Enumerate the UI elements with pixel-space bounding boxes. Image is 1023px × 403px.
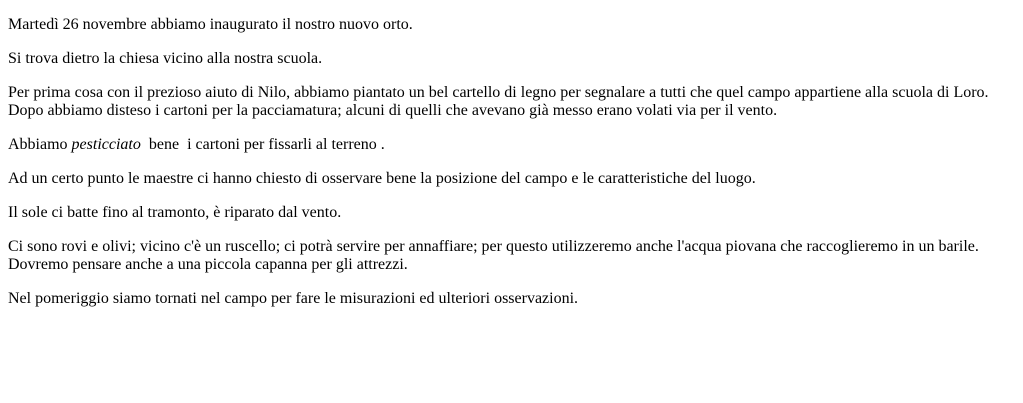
paragraph-features: Ci sono rovi e olivi; vicino c'è un ruscello; ci potrà servire per annaffiare; per questo utilizzeremo anche l'acqua piovana che raccoglieremo in un barile. Dovremo pensare anche a una piccola capanna per gli attrezzi.	[8, 238, 979, 273]
paragraph-trampling-end: bene i cartoni per fissarli al terreno .	[140, 136, 385, 153]
paragraph-location: Si trova dietro la chiesa vicino alla nostra scuola.	[8, 50, 323, 67]
paragraph-trampling	[8, 136, 1013, 154]
italic-word-pesticciato: pesticciato	[71, 136, 141, 153]
paragraph-sign-and-mulch: Per prima cosa con il prezioso aiuto di Nilo, abbiamo piantato un bel cartello di legno per segnalare a tutti che quel campo appartiene alla scuola di Loro. Dopo abbiamo disteso i cartoni per la pacciamatura; alcuni di quelli che avevano già messo erano volati via per il vento.	[8, 84, 989, 119]
paragraph-trampling-start: Abbiamo	[8, 136, 72, 153]
paragraph-afternoon: Nel pomeriggio siamo tornati nel campo per fare le misurazioni ed ulteriori osservazioni.	[8, 290, 579, 307]
paragraph-inauguration: Martedì 26 novembre abbiamo inaugurato il nostro nuovo orto.	[8, 16, 413, 33]
paragraph-sun: Il sole ci batte fino al tramonto, è riparato dal vento.	[8, 204, 342, 221]
paragraph-observation: Ad un certo punto le maestre ci hanno chiesto di osservare bene la posizione del campo e le caratteristiche del luogo.	[8, 170, 756, 187]
article-body	[8, 16, 1013, 324]
